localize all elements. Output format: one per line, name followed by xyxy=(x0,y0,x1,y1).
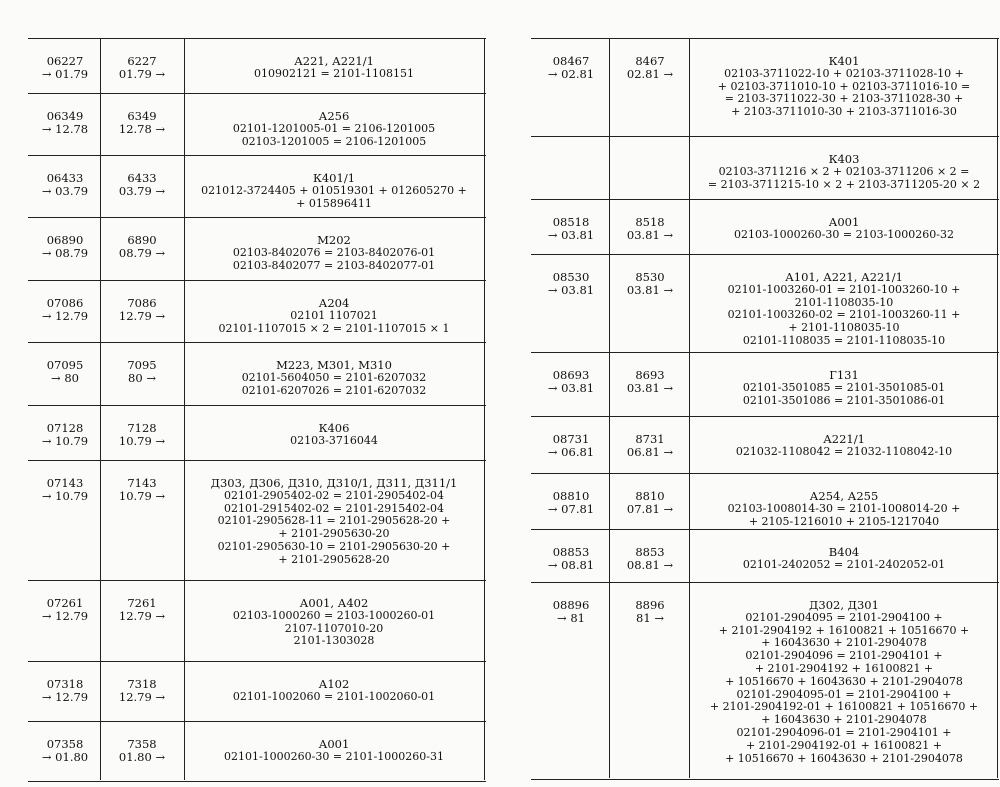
change-description-cell xyxy=(691,153,997,191)
change-description-cell xyxy=(691,271,997,348)
old-date: → 12.78 xyxy=(41,122,89,136)
old-number: 06227 xyxy=(46,54,84,68)
new-number: 7261 xyxy=(127,596,157,610)
model-list: М202 xyxy=(317,233,351,247)
change-description-cell xyxy=(184,55,484,81)
old-number: 07261 xyxy=(46,596,84,610)
model-list: А254, А255 xyxy=(809,489,879,503)
new-date: 02.81 → xyxy=(626,67,674,81)
old-number-cell xyxy=(535,216,607,242)
part-equation: + 015896411 xyxy=(296,196,372,210)
new-number: 6433 xyxy=(127,171,157,185)
new-date: 10.79 → xyxy=(118,434,166,448)
part-equation: 2101-1108035-10 xyxy=(794,295,894,309)
new-number-cell xyxy=(611,271,689,297)
part-equation: 02101-1108035 = 2101-1108035-10 xyxy=(742,333,946,347)
change-description-cell xyxy=(691,369,997,407)
new-number-cell xyxy=(102,678,182,704)
new-number: 8518 xyxy=(635,215,665,229)
table-row xyxy=(28,405,486,461)
new-number: 8810 xyxy=(635,489,665,503)
new-number: 8693 xyxy=(635,368,665,382)
part-equation: 02101-2904095 = 2101-2904100 + xyxy=(745,610,943,624)
model-list: А102 xyxy=(318,677,350,691)
new-number-cell xyxy=(102,172,182,198)
new-number: 8530 xyxy=(635,270,665,284)
new-date: 12.79 → xyxy=(118,690,166,704)
table-row xyxy=(28,155,486,218)
table-row xyxy=(28,38,486,94)
new-number: 8731 xyxy=(635,432,665,446)
part-equation: 02103-3711022-10 + 02103-3711028-10 + xyxy=(724,66,964,80)
old-number-cell xyxy=(535,369,607,395)
old-number-cell xyxy=(32,55,98,81)
old-number-cell xyxy=(32,297,98,323)
old-number-cell xyxy=(535,55,607,81)
new-date: 01.79 → xyxy=(118,67,166,81)
part-equation: 021032-1108042 = 21032-1108042-10 xyxy=(735,444,953,458)
part-equation: 02101-3501086 = 2101-3501086-01 xyxy=(742,393,946,407)
table-row xyxy=(28,342,486,406)
model-list: М223, М301, М310 xyxy=(276,358,392,372)
old-date: → 03.81 xyxy=(547,381,595,395)
old-date: → 81 xyxy=(557,611,585,625)
new-number: 6227 xyxy=(127,54,157,68)
model-list: А001 xyxy=(828,215,860,229)
left-table xyxy=(28,38,486,780)
table-row xyxy=(531,136,999,200)
new-date: 08.81 → xyxy=(626,558,674,572)
table-row xyxy=(28,721,486,782)
new-date: 80 → xyxy=(128,371,156,385)
old-number: 07095 xyxy=(46,358,84,372)
part-equation: 2107-1107010-20 xyxy=(284,621,384,635)
old-date: → 12.79 xyxy=(41,690,89,704)
change-description-cell xyxy=(691,433,997,459)
old-number: 08467 xyxy=(552,54,590,68)
old-number-cell xyxy=(32,422,98,448)
new-number-cell xyxy=(611,433,689,459)
change-description-cell xyxy=(184,678,484,704)
old-date: → 03.81 xyxy=(547,228,595,242)
new-date: 12.79 → xyxy=(118,309,166,323)
new-number-cell xyxy=(611,55,689,81)
new-number: 7143 xyxy=(127,476,157,490)
part-equation: 02103-1000260 = 2103-1000260-01 xyxy=(232,608,436,622)
part-equation: + 2101-2905628-20 xyxy=(278,552,390,566)
part-equation: 02101-2904095-01 = 2101-2904100 + xyxy=(736,687,952,701)
table-row xyxy=(531,582,999,780)
change-description-cell xyxy=(691,55,997,119)
table-row xyxy=(28,280,486,343)
old-number-cell xyxy=(32,359,98,385)
model-list: А221, А221/1 xyxy=(294,54,374,68)
change-description-cell xyxy=(691,216,997,242)
old-date: → 80 xyxy=(51,371,79,385)
part-equation: 02101-2904096 = 2101-2904101 + xyxy=(745,649,943,663)
old-date: → 12.79 xyxy=(41,309,89,323)
old-number: 08518 xyxy=(552,215,590,229)
new-number: 6349 xyxy=(127,109,157,123)
table-row xyxy=(531,416,999,474)
new-date: 10.79 → xyxy=(118,489,166,503)
part-equation: + 16043630 + 2101-2904078 xyxy=(761,713,927,727)
part-equation: 2101-1303028 xyxy=(293,634,375,648)
old-number: 08693 xyxy=(552,368,590,382)
table-row xyxy=(531,352,999,417)
model-list: Д303, Д306, Д310, Д310/1, Д311, Д311/1 xyxy=(210,476,458,490)
new-number-cell xyxy=(611,216,689,242)
part-equation: + 2105-1216010 + 2105-1217040 xyxy=(748,514,940,528)
part-equation: 02101 1107021 xyxy=(290,308,378,322)
new-number: 7095 xyxy=(127,358,157,372)
new-number-cell xyxy=(102,234,182,260)
part-equation: 02101-1201005-01 = 2106-1201005 xyxy=(232,121,436,135)
change-description-cell xyxy=(691,546,997,572)
new-date: 08.79 → xyxy=(118,246,166,260)
part-equation: + 16043630 + 2101-2904078 xyxy=(761,636,927,650)
new-number-cell xyxy=(102,597,182,623)
part-equation: + 2101-2904192 + 16100821 + xyxy=(754,661,934,675)
part-equation: 02103-8402077 = 2103-8402077-01 xyxy=(232,258,436,272)
old-number-cell xyxy=(32,234,98,260)
old-number: 06890 xyxy=(46,233,84,247)
new-number-cell xyxy=(611,599,689,625)
new-number: 7128 xyxy=(127,421,157,435)
model-list: А204 xyxy=(318,296,350,310)
old-number-cell xyxy=(32,172,98,198)
old-date: → 03.81 xyxy=(547,283,595,297)
old-number: 08896 xyxy=(552,598,590,612)
model-list: Д302, Д301 xyxy=(809,598,879,612)
new-date: 03.81 → xyxy=(626,283,674,297)
old-number-cell xyxy=(535,546,607,572)
new-number-cell xyxy=(611,490,689,516)
old-number: 08530 xyxy=(552,270,590,284)
part-equation: 02101-1002060 = 2101-1002060-01 xyxy=(232,689,436,703)
new-date: 03.79 → xyxy=(118,184,166,198)
table-row xyxy=(28,93,486,156)
new-number: 8896 xyxy=(635,598,665,612)
part-equation: 02101-1000260-30 = 2101-1000260-31 xyxy=(223,749,445,763)
old-number-cell xyxy=(535,599,607,625)
old-number: 06433 xyxy=(46,171,84,185)
model-list: А101, А221, А221/1 xyxy=(785,270,903,284)
table-row xyxy=(531,38,999,137)
old-date: → 06.81 xyxy=(547,445,595,459)
old-number: 06349 xyxy=(46,109,84,123)
table-row xyxy=(531,254,999,353)
old-number: 07318 xyxy=(46,677,84,691)
new-number-cell xyxy=(611,369,689,395)
part-equation: + 2101-2904192-01 + 16100821 + xyxy=(745,738,943,752)
new-date: 01.80 → xyxy=(118,750,166,764)
model-list: В404 xyxy=(828,545,860,559)
new-number-cell xyxy=(102,477,182,503)
change-description-cell xyxy=(184,172,484,210)
part-equation: + 2101-2904192-01 + 16100821 + 10516670 + xyxy=(709,700,979,714)
table-row xyxy=(531,199,999,255)
model-list: Г131 xyxy=(829,368,859,382)
new-number-cell xyxy=(102,359,182,385)
new-date: 81 → xyxy=(636,611,664,625)
part-equation: 02101-1003260-02 = 2101-1003260-11 + xyxy=(727,308,961,322)
change-description-cell xyxy=(184,422,484,448)
new-number-cell xyxy=(102,422,182,448)
new-number-cell xyxy=(611,546,689,572)
model-list: А001, А402 xyxy=(299,596,369,610)
part-equation: 02103-1201005 = 2106-1201005 xyxy=(241,134,427,148)
change-description-cell xyxy=(184,597,484,648)
new-number-cell xyxy=(102,110,182,136)
new-number-cell xyxy=(102,738,182,764)
part-equation: + 10516670 + 16043630 + 2101-2904078 xyxy=(725,674,963,688)
model-list: К406 xyxy=(318,421,350,435)
part-equation: 02103-8402076 = 2103-8402076-01 xyxy=(232,245,436,259)
part-equation: 02101-2402052 = 2101-2402052-01 xyxy=(742,557,946,571)
old-number: 07358 xyxy=(46,737,84,751)
new-date: 03.81 → xyxy=(626,228,674,242)
change-description-cell xyxy=(184,477,484,567)
part-equation: 021012-3724405 + 010519301 + 012605270 + xyxy=(201,183,467,197)
old-number-cell xyxy=(32,678,98,704)
old-number: 07128 xyxy=(46,421,84,435)
table-row xyxy=(531,529,999,583)
table-row xyxy=(531,473,999,530)
new-number: 7318 xyxy=(127,677,157,691)
old-number-cell xyxy=(32,738,98,764)
new-number: 8467 xyxy=(635,54,665,68)
part-equation: + 2101-2905630-20 xyxy=(278,527,390,541)
new-date: 12.79 → xyxy=(118,609,166,623)
change-description-cell xyxy=(184,359,484,397)
part-equation: 02101-2905402-02 = 2101-2905402-04 xyxy=(223,488,445,502)
new-number: 7086 xyxy=(127,296,157,310)
new-date: 03.81 → xyxy=(626,381,674,395)
part-equation: 02103-3711216 × 2 + 02103-3711206 × 2 = xyxy=(718,164,970,178)
table-row xyxy=(28,460,486,581)
new-number: 6890 xyxy=(127,233,157,247)
old-date: → 02.81 xyxy=(547,67,595,81)
part-equation: = 2103-3711215-10 × 2 + 2103-3711205-20 × 2 xyxy=(707,177,981,191)
old-number-cell xyxy=(535,433,607,459)
old-number: 08853 xyxy=(552,545,590,559)
part-equation: + 2101-2904192 + 16100821 + 10516670 + xyxy=(718,623,970,637)
old-date: → 08.79 xyxy=(41,246,89,260)
part-equation: 02101-2904096-01 = 2101-2904101 + xyxy=(736,725,952,739)
part-equation: 010902121 = 2101-1108151 xyxy=(254,66,414,80)
change-description-cell xyxy=(184,297,484,335)
old-number: 07086 xyxy=(46,296,84,310)
part-equation: 02101-6207026 = 2101-6207032 xyxy=(241,383,427,397)
part-equation: = 2103-3711022-30 + 2103-3711028-30 + xyxy=(724,92,964,106)
new-date: 12.78 → xyxy=(118,122,166,136)
part-equation: 02101-2905630-10 = 2101-2905630-20 + xyxy=(217,539,451,553)
new-number-cell xyxy=(102,55,182,81)
old-date: → 01.79 xyxy=(41,67,89,81)
part-equation: 02101-3501085 = 2101-3501085-01 xyxy=(742,380,946,394)
old-date: → 10.79 xyxy=(41,489,89,503)
part-equation: + 2101-1108035-10 xyxy=(788,321,900,335)
change-description-cell xyxy=(184,738,484,764)
old-number: 08810 xyxy=(552,489,590,503)
right-table xyxy=(531,38,999,778)
model-list: К403 xyxy=(828,152,860,166)
change-description-cell xyxy=(691,599,997,765)
part-equation: + 10516670 + 16043630 + 2101-2904078 xyxy=(725,751,963,765)
old-date: → 08.81 xyxy=(547,558,595,572)
part-equation: 02103-1008014-30 = 2101-1008014-20 + xyxy=(727,501,961,515)
model-list: К401/1 xyxy=(312,171,356,185)
part-equation: + 2103-3711010-30 + 2103-3711016-30 xyxy=(731,105,957,119)
change-description-cell xyxy=(691,490,997,528)
old-number-cell xyxy=(535,490,607,516)
part-equation: 02101-5604050 = 2101-6207032 xyxy=(241,370,427,384)
new-date: 06.81 → xyxy=(626,445,674,459)
table-row xyxy=(28,580,486,662)
part-equation: 02101-2915402-02 = 2101-2915402-04 xyxy=(223,501,445,515)
model-list: А221/1 xyxy=(823,432,865,446)
old-date: → 03.79 xyxy=(41,184,89,198)
part-equation: 02103-3716044 xyxy=(290,433,378,447)
new-number-cell xyxy=(102,297,182,323)
new-number: 8853 xyxy=(635,545,665,559)
old-date: → 07.81 xyxy=(547,502,595,516)
part-equation: 02101-1003260-01 = 2101-1003260-10 + xyxy=(727,282,961,296)
model-list: К401 xyxy=(828,54,860,68)
old-date: → 10.79 xyxy=(41,434,89,448)
old-number-cell xyxy=(32,477,98,503)
old-number: 07143 xyxy=(46,476,84,490)
old-number-cell xyxy=(32,597,98,623)
old-date: → 01.80 xyxy=(41,750,89,764)
part-equation: + 02103-3711010-10 + 02103-3711016-10 = xyxy=(717,79,971,93)
change-description-cell xyxy=(184,110,484,148)
new-number: 7358 xyxy=(127,737,157,751)
old-number-cell xyxy=(535,271,607,297)
model-list: А001 xyxy=(318,737,350,751)
old-number-cell xyxy=(32,110,98,136)
part-equation: 02103-1000260-30 = 2103-1000260-32 xyxy=(733,227,955,241)
part-equation: 02101-2905628-11 = 2101-2905628-20 + xyxy=(217,514,451,528)
change-description-cell xyxy=(184,234,484,272)
old-date: → 12.79 xyxy=(41,609,89,623)
new-date: 07.81 → xyxy=(626,502,674,516)
part-equation: 02101-1107015 × 2 = 2101-1107015 × 1 xyxy=(218,321,450,335)
model-list: А256 xyxy=(318,109,350,123)
table-row xyxy=(28,217,486,281)
old-number: 08731 xyxy=(552,432,590,446)
table-row xyxy=(28,661,486,722)
